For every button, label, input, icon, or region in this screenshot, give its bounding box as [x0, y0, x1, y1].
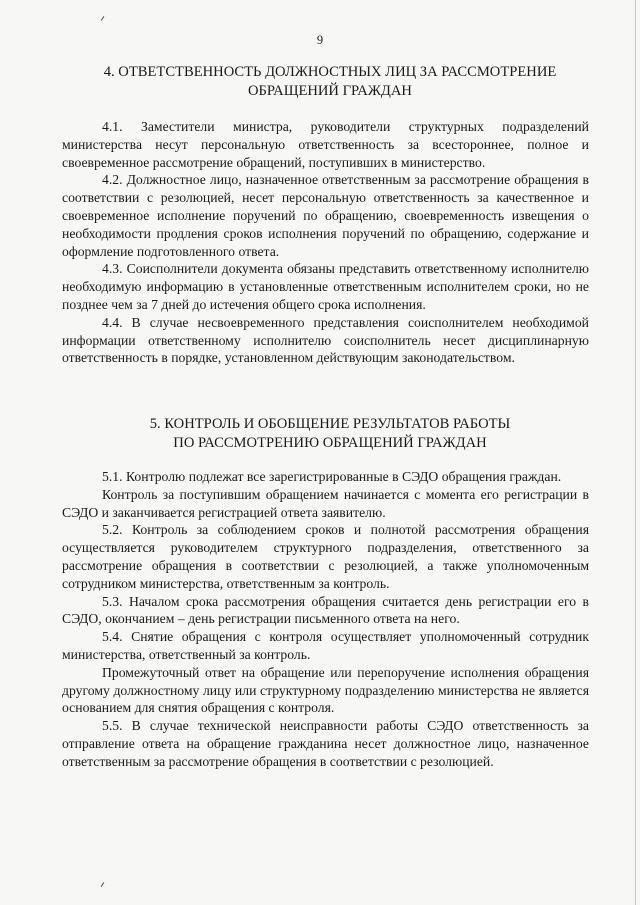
scan-mark: [101, 882, 105, 887]
paragraph: 5.1. Контролю подлежат все зарегистрированные в СЭДО обращения граждан.: [102, 469, 562, 484]
heading-line: 5. КОНТРОЛЬ И ОБОБЩЕНИЕ РЕЗУЛЬТАТОВ РАБОТЫ: [149, 416, 511, 432]
paragraph: 4.4. В случае несвоевременного представления соисполнителем необходимой информации ответственному исполнителю соисполнитель несет дисциплинарную ответственность в порядке, установленном действующим законодательством.: [62, 314, 589, 366]
scan-mark: [101, 16, 105, 21]
paragraph: 4.3. Соисполнители документа обязаны представить ответственному исполнителю необходимую информацию в установленные ответственным исполнителем сроки, но не позднее чем за 7 дней до истечения общего срока исполнения.: [62, 261, 589, 312]
page-number: 9: [316, 33, 324, 47]
paragraph: 5.5. В случае технической неисправности работы СЭДО ответственность за отправление ответа на обращение гражданина несет должностное лицо, назначенное ответственным за рассмотрение обращения в соответствии с резолюцией.: [62, 718, 589, 769]
scan-edge: [635, 0, 636, 905]
section-5-heading: [80, 415, 580, 453]
heading-line: ОБРАЩЕНИЙ ГРАЖДАН: [248, 83, 412, 99]
paragraph: 5.2. Контроль за соблюдением сроков и полнотой рассмотрения обращения осуществляется руководителем структурного подразделения, ответственного за рассмотрение обращения в соответствии с резолюцией, а также уполномоченным сотрудником министерства, ответственным за контроль.: [62, 522, 589, 591]
section-4-heading: [80, 63, 580, 101]
paragraph: Контроль за поступившим обращением начинается с момента его регистрации в СЭДО и заканчивается регистрацией ответа заявителю.: [62, 486, 589, 520]
paragraph: 4.2. Должностное лицо, назначенное ответственным за рассмотрение обращения в соответствии с резолюцией, несет персональную ответственность за качественное и своевременное исполнение поручений по обращению, своевременность извещения о необходимости продления сроков исполнения поручений по обращению, содержание и оформление подготовленного ответа.: [62, 172, 589, 259]
paragraph: Промежуточный ответ на обращение или перепоручение исполнения обращения другому должностному лицу или структурному подразделению министерства не является основанием для снятия обращения с контроля.: [62, 664, 589, 716]
section-4-body: [62, 118, 589, 367]
paragraph: 5.4. Снятие обращения с контроля осуществляет уполномоченный сотрудник министерства, ответственный за контроль.: [62, 629, 589, 662]
heading-line: 4. ОТВЕТСТВЕННОСТЬ ДОЛЖНОСТНЫХ ЛИЦ ЗА РАССМОТРЕНИЕ: [103, 64, 557, 80]
paragraph: 5.3. Началом срока рассмотрения обращения считается день регистрации его в СЭДО, окончанием – день регистрации письменного ответа на него.: [62, 593, 589, 627]
section-5-body: [62, 468, 589, 771]
heading-line: ПО РАССМОТРЕНИЮ ОБРАЩЕНИЙ ГРАЖДАН: [173, 435, 487, 451]
paragraph: 4.1. Заместители министра, руководители структурных подразделений министерства несут персональную ответственность за всестороннее, полное и своевременное рассмотрение обращений, поступивших в министерство.: [62, 119, 589, 170]
